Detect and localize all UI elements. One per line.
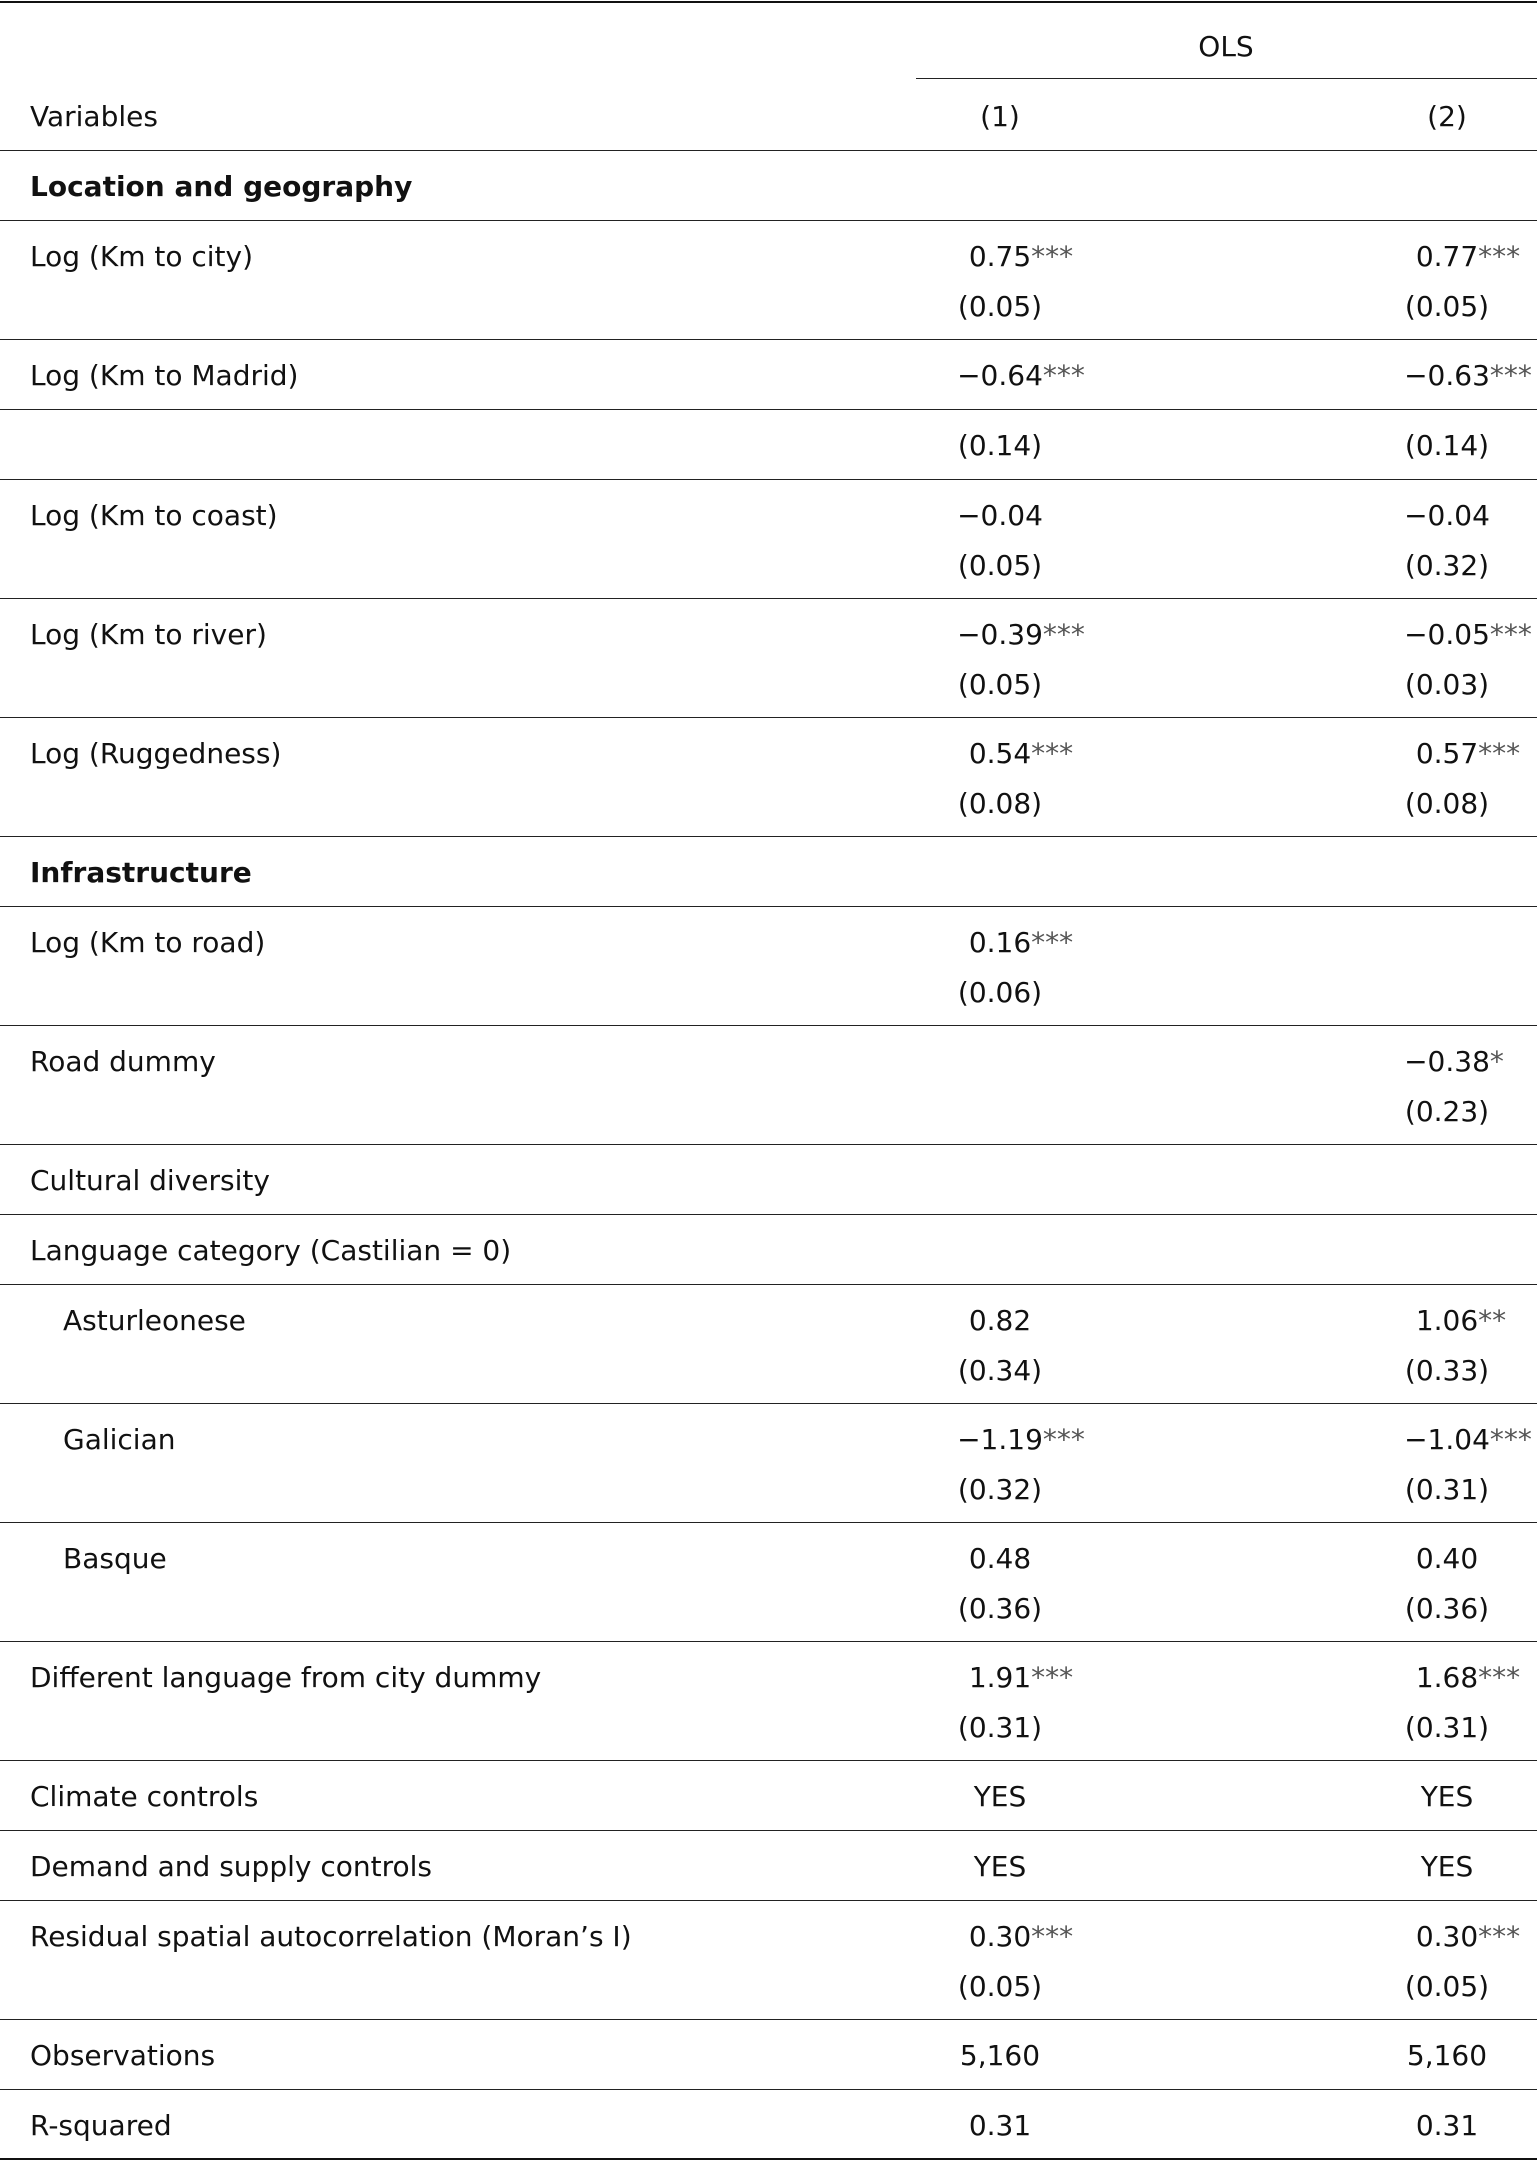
variable-label: Log (Ruggedness) (30, 737, 282, 770)
coef-col1: 1.91 *** (968, 1661, 1074, 1694)
coef-col2: −0.05 *** (1404, 618, 1532, 651)
se-col1: (0.05) (957, 1970, 1043, 2003)
coef-col2: 5,160 (1406, 2039, 1488, 2072)
row-rule (0, 1144, 1537, 1145)
significance-stars: *** (1478, 1920, 1521, 1953)
row-rule (0, 1760, 1537, 1761)
se-col2: (0.03) (1404, 668, 1490, 701)
row-rule (0, 1214, 1537, 1215)
se-col2: (0.23) (1404, 1095, 1490, 1128)
se-col1: (0.08) (957, 787, 1043, 820)
se-col1: (0.34) (957, 1354, 1043, 1387)
significance-stars: *** (1478, 737, 1521, 770)
variable-label: Log (Km to coast) (30, 499, 278, 532)
coef-col2: −0.38 * (1404, 1045, 1504, 1078)
variable-label: Basque (63, 1542, 167, 1575)
variable-label: Log (Km to river) (30, 618, 267, 651)
row-rule (0, 150, 1537, 151)
se-col1: (0.31) (957, 1711, 1043, 1744)
se-col2: (0.08) (1404, 787, 1490, 820)
se-col2: (0.05) (1404, 290, 1490, 323)
variable-label: Galician (63, 1423, 176, 1456)
coef-col2: YES (1420, 1850, 1474, 1883)
se-col2: (0.36) (1404, 1592, 1490, 1625)
coef-col2: 1.68 *** (1415, 1661, 1521, 1694)
variable-label: Residual spatial autocorrelation (Moran’s I) (30, 1920, 632, 1953)
coef-col1: −0.64 *** (957, 359, 1085, 392)
variable-label: Climate controls (30, 1780, 259, 1813)
coef-col1: −0.39 *** (957, 618, 1085, 651)
coef-col1: −0.04 (957, 499, 1043, 532)
variable-label: Log (Km to city) (30, 240, 254, 273)
significance-stars: *** (1489, 359, 1532, 392)
significance-stars: *** (1478, 240, 1521, 273)
significance-stars: *** (1031, 1920, 1074, 1953)
significance-stars: *** (1489, 618, 1532, 651)
row-rule (0, 1641, 1537, 1642)
significance-stars: * (1489, 1045, 1504, 1078)
significance-stars: *** (1031, 737, 1074, 770)
coef-col2: 0.30 *** (1415, 1920, 1521, 1953)
variable-label: Asturleonese (63, 1304, 246, 1337)
coef-col2: −1.04 *** (1404, 1423, 1532, 1456)
row-rule (0, 339, 1537, 340)
coef-col1: 0.16 *** (968, 926, 1074, 959)
col2-header: (2) (1427, 100, 1467, 133)
se-col2: (0.05) (1404, 1970, 1490, 2003)
coef-col1: 0.48 (968, 1542, 1032, 1575)
se-col1: (0.05) (957, 290, 1043, 323)
coef-col1: −1.19 *** (957, 1423, 1085, 1456)
coef-col1: 0.30 *** (968, 1920, 1074, 1953)
coef-col2: 0.40 (1415, 1542, 1479, 1575)
row-rule (0, 598, 1537, 599)
variable-label: Demand and supply controls (30, 1850, 432, 1883)
coef-col1: 0.82 (968, 1304, 1032, 1337)
variable-label: Log (Km to road) (30, 926, 266, 959)
row-rule (0, 1522, 1537, 1523)
coef-col1: 0.54 *** (968, 737, 1074, 770)
variables-header: Variables (30, 100, 158, 133)
coef-col1: YES (973, 1850, 1027, 1883)
coef-col1: 0.31 (968, 2109, 1032, 2142)
variable-label: Language category (Castilian = 0) (30, 1234, 512, 1267)
significance-stars: *** (1042, 359, 1085, 392)
variable-label: Observations (30, 2039, 216, 2072)
se-col1: (0.36) (957, 1592, 1043, 1625)
ols-group-header: OLS (1198, 30, 1254, 63)
se-col2: (0.31) (1404, 1473, 1490, 1506)
row-rule (0, 409, 1537, 410)
coef-col2: 0.77 *** (1415, 240, 1521, 273)
significance-stars: *** (1031, 926, 1074, 959)
variable-label: Different language from city dummy (30, 1661, 542, 1694)
coef-col2: −0.63 *** (1404, 359, 1532, 392)
coef-col2: (0.14) (1404, 429, 1490, 462)
variable-label: Cultural diversity (30, 1164, 270, 1197)
variable-label: R-squared (30, 2109, 172, 2142)
coef-col2: YES (1420, 1780, 1474, 1813)
row-rule (0, 1284, 1537, 1285)
ols-group-rule (916, 78, 1537, 79)
coef-col2: 0.31 (1415, 2109, 1479, 2142)
row-rule (0, 1403, 1537, 1404)
se-col2: (0.33) (1404, 1354, 1490, 1387)
se-col1: (0.05) (957, 668, 1043, 701)
row-rule (0, 2089, 1537, 2090)
coef-col2: 1.06 ** (1415, 1304, 1507, 1337)
significance-stars: ** (1478, 1304, 1507, 1337)
significance-stars: *** (1042, 618, 1085, 651)
row-rule (0, 1900, 1537, 1901)
significance-stars: *** (1478, 1661, 1521, 1694)
coef-col1: (0.14) (957, 429, 1043, 462)
coef-col1: YES (973, 1780, 1027, 1813)
row-rule (0, 220, 1537, 221)
se-col1: (0.06) (957, 976, 1043, 1009)
coef-col2: 0.57 *** (1415, 737, 1521, 770)
significance-stars: *** (1489, 1423, 1532, 1456)
variable-label: Log (Km to Madrid) (30, 359, 299, 392)
row-rule (0, 479, 1537, 480)
coef-col1: 0.75 *** (968, 240, 1074, 273)
coef-col1: 5,160 (959, 2039, 1041, 2072)
se-col1: (0.05) (957, 549, 1043, 582)
section-heading: Location and geography (30, 170, 413, 203)
row-rule (0, 717, 1537, 718)
row-rule (0, 906, 1537, 907)
section-heading: Infrastructure (30, 856, 252, 889)
se-col1: (0.32) (957, 1473, 1043, 1506)
se-col2: (0.32) (1404, 549, 1490, 582)
significance-stars: *** (1031, 1661, 1074, 1694)
row-rule (0, 2019, 1537, 2020)
coef-col2: −0.04 (1404, 499, 1490, 532)
col1-header: (1) (980, 100, 1020, 133)
variable-label: Road dummy (30, 1045, 216, 1078)
significance-stars: *** (1042, 1423, 1085, 1456)
row-rule (0, 1025, 1537, 1026)
top-rule (0, 1, 1537, 3)
significance-stars: *** (1031, 240, 1074, 273)
row-rule (0, 1830, 1537, 1831)
row-rule (0, 836, 1537, 837)
se-col2: (0.31) (1404, 1711, 1490, 1744)
